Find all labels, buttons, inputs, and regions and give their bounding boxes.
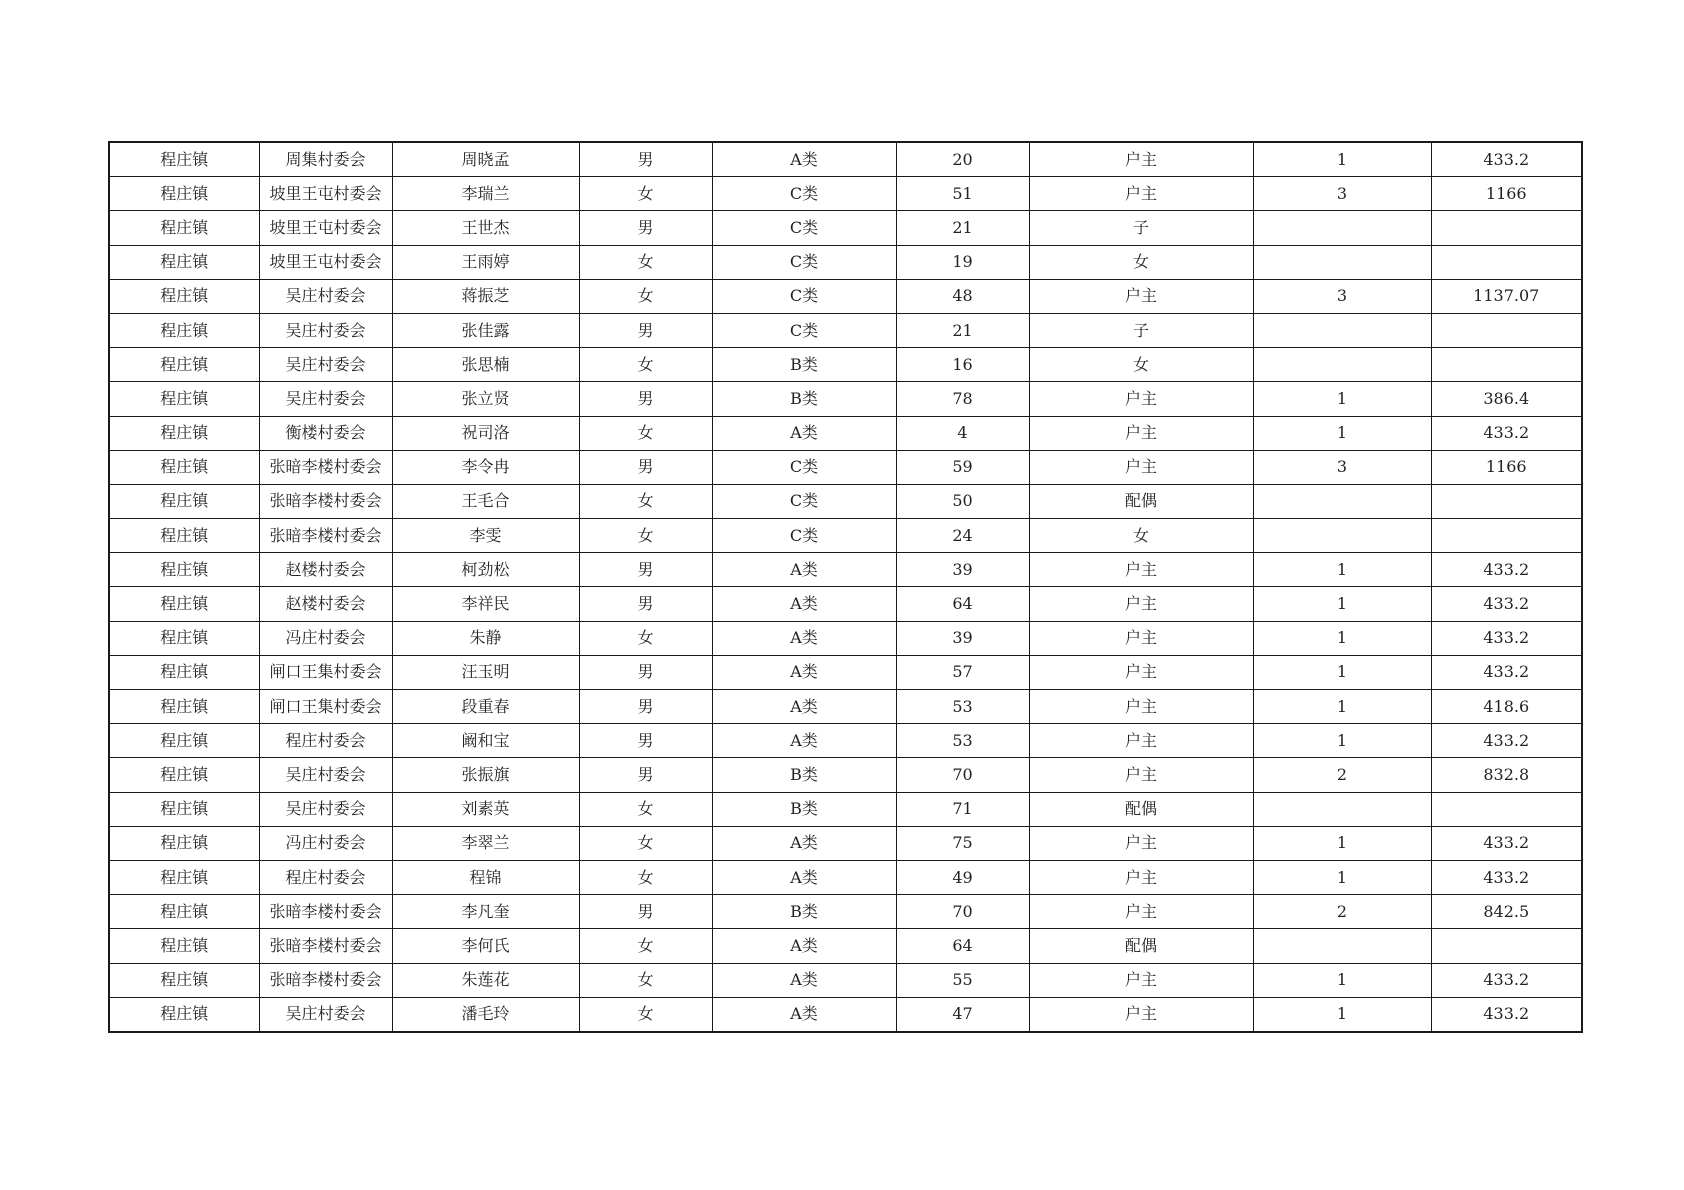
household-size-cell bbox=[1253, 313, 1431, 347]
amount-cell bbox=[1431, 519, 1582, 553]
amount-cell: 433.2 bbox=[1431, 655, 1582, 689]
town-cell: 程庄镇 bbox=[109, 929, 259, 963]
amount-cell bbox=[1431, 245, 1582, 279]
town-cell: 程庄镇 bbox=[109, 245, 259, 279]
amount-cell: 842.5 bbox=[1431, 895, 1582, 929]
village-committee-cell: 周集村委会 bbox=[259, 142, 392, 177]
household-size-cell bbox=[1253, 929, 1431, 963]
table-row bbox=[109, 553, 1582, 587]
amount-cell: 433.2 bbox=[1431, 724, 1582, 758]
category-cell: A类 bbox=[712, 826, 896, 860]
gender-cell: 男 bbox=[579, 553, 712, 587]
household-size-cell: 3 bbox=[1253, 450, 1431, 484]
table-row bbox=[109, 484, 1582, 518]
town-cell: 程庄镇 bbox=[109, 211, 259, 245]
table-row bbox=[109, 621, 1582, 655]
table-row bbox=[109, 826, 1582, 860]
category-cell: C类 bbox=[712, 450, 896, 484]
gender-cell: 男 bbox=[579, 655, 712, 689]
relation-cell: 户主 bbox=[1029, 587, 1253, 621]
household-size-cell bbox=[1253, 792, 1431, 826]
name-cell: 汪玉明 bbox=[392, 655, 579, 689]
name-cell: 李瑞兰 bbox=[392, 177, 579, 211]
village-committee-cell: 张暗李楼村委会 bbox=[259, 895, 392, 929]
age-cell: 24 bbox=[896, 519, 1029, 553]
relation-cell: 户主 bbox=[1029, 860, 1253, 894]
table-row bbox=[109, 519, 1582, 553]
category-cell: B类 bbox=[712, 758, 896, 792]
name-cell: 程锦 bbox=[392, 860, 579, 894]
village-committee-cell: 程庄村委会 bbox=[259, 860, 392, 894]
relation-cell: 女 bbox=[1029, 519, 1253, 553]
village-committee-cell: 吴庄村委会 bbox=[259, 997, 392, 1032]
village-committee-cell: 吴庄村委会 bbox=[259, 382, 392, 416]
category-cell: A类 bbox=[712, 621, 896, 655]
age-cell: 50 bbox=[896, 484, 1029, 518]
gender-cell: 女 bbox=[579, 997, 712, 1032]
amount-cell: 386.4 bbox=[1431, 382, 1582, 416]
amount-cell: 433.2 bbox=[1431, 963, 1582, 997]
household-size-cell: 2 bbox=[1253, 895, 1431, 929]
town-cell: 程庄镇 bbox=[109, 587, 259, 621]
category-cell: B类 bbox=[712, 348, 896, 382]
amount-cell: 1137.07 bbox=[1431, 279, 1582, 313]
village-committee-cell: 张暗李楼村委会 bbox=[259, 450, 392, 484]
gender-cell: 女 bbox=[579, 279, 712, 313]
town-cell: 程庄镇 bbox=[109, 724, 259, 758]
household-size-cell: 1 bbox=[1253, 963, 1431, 997]
category-cell: A类 bbox=[712, 416, 896, 450]
village-committee-cell: 赵楼村委会 bbox=[259, 553, 392, 587]
town-cell: 程庄镇 bbox=[109, 348, 259, 382]
gender-cell: 男 bbox=[579, 211, 712, 245]
age-cell: 64 bbox=[896, 929, 1029, 963]
town-cell: 程庄镇 bbox=[109, 416, 259, 450]
relation-cell: 户主 bbox=[1029, 450, 1253, 484]
age-cell: 70 bbox=[896, 895, 1029, 929]
amount-cell: 418.6 bbox=[1431, 690, 1582, 724]
category-cell: A类 bbox=[712, 655, 896, 689]
age-cell: 4 bbox=[896, 416, 1029, 450]
name-cell: 刘素英 bbox=[392, 792, 579, 826]
village-committee-cell: 衡楼村委会 bbox=[259, 416, 392, 450]
category-cell: A类 bbox=[712, 587, 896, 621]
town-cell: 程庄镇 bbox=[109, 758, 259, 792]
name-cell: 张振旗 bbox=[392, 758, 579, 792]
category-cell: A类 bbox=[712, 929, 896, 963]
village-committee-cell: 程庄村委会 bbox=[259, 724, 392, 758]
amount-cell bbox=[1431, 211, 1582, 245]
category-cell: A类 bbox=[712, 690, 896, 724]
amount-cell: 433.2 bbox=[1431, 621, 1582, 655]
table-row bbox=[109, 724, 1582, 758]
name-cell: 张佳露 bbox=[392, 313, 579, 347]
table-row bbox=[109, 313, 1582, 347]
amount-cell: 1166 bbox=[1431, 177, 1582, 211]
household-size-cell: 2 bbox=[1253, 758, 1431, 792]
name-cell: 阚和宝 bbox=[392, 724, 579, 758]
village-committee-cell: 吴庄村委会 bbox=[259, 313, 392, 347]
relation-cell: 户主 bbox=[1029, 553, 1253, 587]
name-cell: 李祥民 bbox=[392, 587, 579, 621]
town-cell: 程庄镇 bbox=[109, 382, 259, 416]
relation-cell: 户主 bbox=[1029, 758, 1253, 792]
village-committee-cell: 张暗李楼村委会 bbox=[259, 963, 392, 997]
town-cell: 程庄镇 bbox=[109, 553, 259, 587]
relation-cell: 户主 bbox=[1029, 621, 1253, 655]
village-committee-cell: 坡里王屯村委会 bbox=[259, 245, 392, 279]
name-cell: 李何氏 bbox=[392, 929, 579, 963]
relation-cell: 户主 bbox=[1029, 382, 1253, 416]
relation-cell: 户主 bbox=[1029, 690, 1253, 724]
age-cell: 78 bbox=[896, 382, 1029, 416]
amount-cell: 1166 bbox=[1431, 450, 1582, 484]
gender-cell: 男 bbox=[579, 382, 712, 416]
table-row bbox=[109, 279, 1582, 313]
table-row bbox=[109, 177, 1582, 211]
household-size-cell: 1 bbox=[1253, 690, 1431, 724]
category-cell: C类 bbox=[712, 177, 896, 211]
name-cell: 张立贤 bbox=[392, 382, 579, 416]
table-row bbox=[109, 929, 1582, 963]
category-cell: C类 bbox=[712, 519, 896, 553]
gender-cell: 男 bbox=[579, 758, 712, 792]
village-committee-cell: 闸口王集村委会 bbox=[259, 690, 392, 724]
household-size-cell: 3 bbox=[1253, 279, 1431, 313]
category-cell: B类 bbox=[712, 382, 896, 416]
age-cell: 53 bbox=[896, 724, 1029, 758]
gender-cell: 男 bbox=[579, 895, 712, 929]
name-cell: 张思楠 bbox=[392, 348, 579, 382]
relation-cell: 户主 bbox=[1029, 655, 1253, 689]
gender-cell: 男 bbox=[579, 690, 712, 724]
gender-cell: 女 bbox=[579, 177, 712, 211]
amount-cell: 433.2 bbox=[1431, 826, 1582, 860]
age-cell: 59 bbox=[896, 450, 1029, 484]
town-cell: 程庄镇 bbox=[109, 860, 259, 894]
table-row bbox=[109, 895, 1582, 929]
age-cell: 19 bbox=[896, 245, 1029, 279]
assistance-roster-table bbox=[108, 141, 1583, 1033]
age-cell: 16 bbox=[896, 348, 1029, 382]
gender-cell: 女 bbox=[579, 245, 712, 279]
relation-cell: 子 bbox=[1029, 313, 1253, 347]
relation-cell: 户主 bbox=[1029, 963, 1253, 997]
gender-cell: 女 bbox=[579, 519, 712, 553]
amount-cell: 433.2 bbox=[1431, 553, 1582, 587]
relation-cell: 女 bbox=[1029, 245, 1253, 279]
roster-body bbox=[109, 142, 1582, 1032]
town-cell: 程庄镇 bbox=[109, 177, 259, 211]
town-cell: 程庄镇 bbox=[109, 519, 259, 553]
relation-cell: 户主 bbox=[1029, 177, 1253, 211]
relation-cell: 户主 bbox=[1029, 895, 1253, 929]
age-cell: 47 bbox=[896, 997, 1029, 1032]
household-size-cell: 1 bbox=[1253, 621, 1431, 655]
table-row bbox=[109, 587, 1582, 621]
household-size-cell: 3 bbox=[1253, 177, 1431, 211]
table-row bbox=[109, 792, 1582, 826]
village-committee-cell: 吴庄村委会 bbox=[259, 758, 392, 792]
gender-cell: 女 bbox=[579, 963, 712, 997]
category-cell: C类 bbox=[712, 245, 896, 279]
age-cell: 48 bbox=[896, 279, 1029, 313]
age-cell: 55 bbox=[896, 963, 1029, 997]
name-cell: 李雯 bbox=[392, 519, 579, 553]
village-committee-cell: 闸口王集村委会 bbox=[259, 655, 392, 689]
town-cell: 程庄镇 bbox=[109, 792, 259, 826]
category-cell: B类 bbox=[712, 792, 896, 826]
gender-cell: 男 bbox=[579, 724, 712, 758]
household-size-cell: 1 bbox=[1253, 382, 1431, 416]
category-cell: A类 bbox=[712, 860, 896, 894]
household-size-cell bbox=[1253, 519, 1431, 553]
town-cell: 程庄镇 bbox=[109, 450, 259, 484]
age-cell: 57 bbox=[896, 655, 1029, 689]
age-cell: 51 bbox=[896, 177, 1029, 211]
category-cell: A类 bbox=[712, 724, 896, 758]
category-cell: A类 bbox=[712, 142, 896, 177]
town-cell: 程庄镇 bbox=[109, 895, 259, 929]
village-committee-cell: 张暗李楼村委会 bbox=[259, 519, 392, 553]
table-row bbox=[109, 382, 1582, 416]
gender-cell: 女 bbox=[579, 348, 712, 382]
household-size-cell: 1 bbox=[1253, 997, 1431, 1032]
relation-cell: 配偶 bbox=[1029, 792, 1253, 826]
town-cell: 程庄镇 bbox=[109, 279, 259, 313]
town-cell: 程庄镇 bbox=[109, 142, 259, 177]
name-cell: 蒋振芝 bbox=[392, 279, 579, 313]
table-row bbox=[109, 690, 1582, 724]
amount-cell bbox=[1431, 348, 1582, 382]
gender-cell: 女 bbox=[579, 826, 712, 860]
name-cell: 王世杰 bbox=[392, 211, 579, 245]
table-row bbox=[109, 450, 1582, 484]
name-cell: 李翠兰 bbox=[392, 826, 579, 860]
age-cell: 20 bbox=[896, 142, 1029, 177]
age-cell: 53 bbox=[896, 690, 1029, 724]
age-cell: 49 bbox=[896, 860, 1029, 894]
gender-cell: 女 bbox=[579, 860, 712, 894]
household-size-cell: 1 bbox=[1253, 860, 1431, 894]
table-row bbox=[109, 997, 1582, 1032]
gender-cell: 女 bbox=[579, 416, 712, 450]
table-row bbox=[109, 655, 1582, 689]
table-row bbox=[109, 142, 1582, 177]
amount-cell: 433.2 bbox=[1431, 997, 1582, 1032]
town-cell: 程庄镇 bbox=[109, 621, 259, 655]
village-committee-cell: 冯庄村委会 bbox=[259, 826, 392, 860]
amount-cell: 433.2 bbox=[1431, 860, 1582, 894]
gender-cell: 男 bbox=[579, 450, 712, 484]
name-cell: 柯劲松 bbox=[392, 553, 579, 587]
village-committee-cell: 坡里王屯村委会 bbox=[259, 211, 392, 245]
name-cell: 朱莲花 bbox=[392, 963, 579, 997]
relation-cell: 子 bbox=[1029, 211, 1253, 245]
age-cell: 39 bbox=[896, 621, 1029, 655]
age-cell: 64 bbox=[896, 587, 1029, 621]
category-cell: A类 bbox=[712, 553, 896, 587]
age-cell: 21 bbox=[896, 211, 1029, 245]
relation-cell: 户主 bbox=[1029, 142, 1253, 177]
category-cell: A类 bbox=[712, 997, 896, 1032]
name-cell: 王毛合 bbox=[392, 484, 579, 518]
household-size-cell: 1 bbox=[1253, 142, 1431, 177]
household-size-cell bbox=[1253, 348, 1431, 382]
household-size-cell: 1 bbox=[1253, 724, 1431, 758]
table-row bbox=[109, 416, 1582, 450]
name-cell: 周晓孟 bbox=[392, 142, 579, 177]
gender-cell: 女 bbox=[579, 792, 712, 826]
village-committee-cell: 冯庄村委会 bbox=[259, 621, 392, 655]
relation-cell: 户主 bbox=[1029, 826, 1253, 860]
category-cell: C类 bbox=[712, 211, 896, 245]
town-cell: 程庄镇 bbox=[109, 313, 259, 347]
town-cell: 程庄镇 bbox=[109, 484, 259, 518]
category-cell: C类 bbox=[712, 313, 896, 347]
name-cell: 段重春 bbox=[392, 690, 579, 724]
relation-cell: 户主 bbox=[1029, 416, 1253, 450]
town-cell: 程庄镇 bbox=[109, 655, 259, 689]
relation-cell: 配偶 bbox=[1029, 929, 1253, 963]
amount-cell bbox=[1431, 929, 1582, 963]
name-cell: 王雨婷 bbox=[392, 245, 579, 279]
category-cell: A类 bbox=[712, 963, 896, 997]
town-cell: 程庄镇 bbox=[109, 963, 259, 997]
village-committee-cell: 吴庄村委会 bbox=[259, 792, 392, 826]
household-size-cell bbox=[1253, 245, 1431, 279]
name-cell: 潘毛玲 bbox=[392, 997, 579, 1032]
age-cell: 71 bbox=[896, 792, 1029, 826]
relation-cell: 户主 bbox=[1029, 279, 1253, 313]
gender-cell: 男 bbox=[579, 142, 712, 177]
village-committee-cell: 张暗李楼村委会 bbox=[259, 484, 392, 518]
name-cell: 祝司洛 bbox=[392, 416, 579, 450]
household-size-cell: 1 bbox=[1253, 416, 1431, 450]
village-committee-cell: 张暗李楼村委会 bbox=[259, 929, 392, 963]
gender-cell: 男 bbox=[579, 313, 712, 347]
relation-cell: 户主 bbox=[1029, 997, 1253, 1032]
town-cell: 程庄镇 bbox=[109, 826, 259, 860]
town-cell: 程庄镇 bbox=[109, 690, 259, 724]
name-cell: 朱静 bbox=[392, 621, 579, 655]
relation-cell: 女 bbox=[1029, 348, 1253, 382]
household-size-cell bbox=[1253, 211, 1431, 245]
amount-cell: 433.2 bbox=[1431, 416, 1582, 450]
name-cell: 李凡奎 bbox=[392, 895, 579, 929]
amount-cell: 433.2 bbox=[1431, 587, 1582, 621]
table-row bbox=[109, 758, 1582, 792]
household-size-cell bbox=[1253, 484, 1431, 518]
village-committee-cell: 赵楼村委会 bbox=[259, 587, 392, 621]
table-row bbox=[109, 211, 1582, 245]
amount-cell bbox=[1431, 792, 1582, 826]
relation-cell: 户主 bbox=[1029, 724, 1253, 758]
category-cell: C类 bbox=[712, 484, 896, 518]
table-row bbox=[109, 348, 1582, 382]
gender-cell: 男 bbox=[579, 587, 712, 621]
table-row bbox=[109, 860, 1582, 894]
table-row bbox=[109, 245, 1582, 279]
age-cell: 75 bbox=[896, 826, 1029, 860]
household-size-cell: 1 bbox=[1253, 553, 1431, 587]
age-cell: 21 bbox=[896, 313, 1029, 347]
amount-cell: 832.8 bbox=[1431, 758, 1582, 792]
age-cell: 70 bbox=[896, 758, 1029, 792]
amount-cell: 433.2 bbox=[1431, 142, 1582, 177]
town-cell: 程庄镇 bbox=[109, 997, 259, 1032]
age-cell: 39 bbox=[896, 553, 1029, 587]
household-size-cell: 1 bbox=[1253, 655, 1431, 689]
gender-cell: 女 bbox=[579, 929, 712, 963]
relation-cell: 配偶 bbox=[1029, 484, 1253, 518]
category-cell: C类 bbox=[712, 279, 896, 313]
village-committee-cell: 坡里王屯村委会 bbox=[259, 177, 392, 211]
amount-cell bbox=[1431, 484, 1582, 518]
household-size-cell: 1 bbox=[1253, 587, 1431, 621]
name-cell: 李令冉 bbox=[392, 450, 579, 484]
household-size-cell: 1 bbox=[1253, 826, 1431, 860]
village-committee-cell: 吴庄村委会 bbox=[259, 348, 392, 382]
category-cell: B类 bbox=[712, 895, 896, 929]
gender-cell: 女 bbox=[579, 621, 712, 655]
table-row bbox=[109, 963, 1582, 997]
village-committee-cell: 吴庄村委会 bbox=[259, 279, 392, 313]
gender-cell: 女 bbox=[579, 484, 712, 518]
amount-cell bbox=[1431, 313, 1582, 347]
